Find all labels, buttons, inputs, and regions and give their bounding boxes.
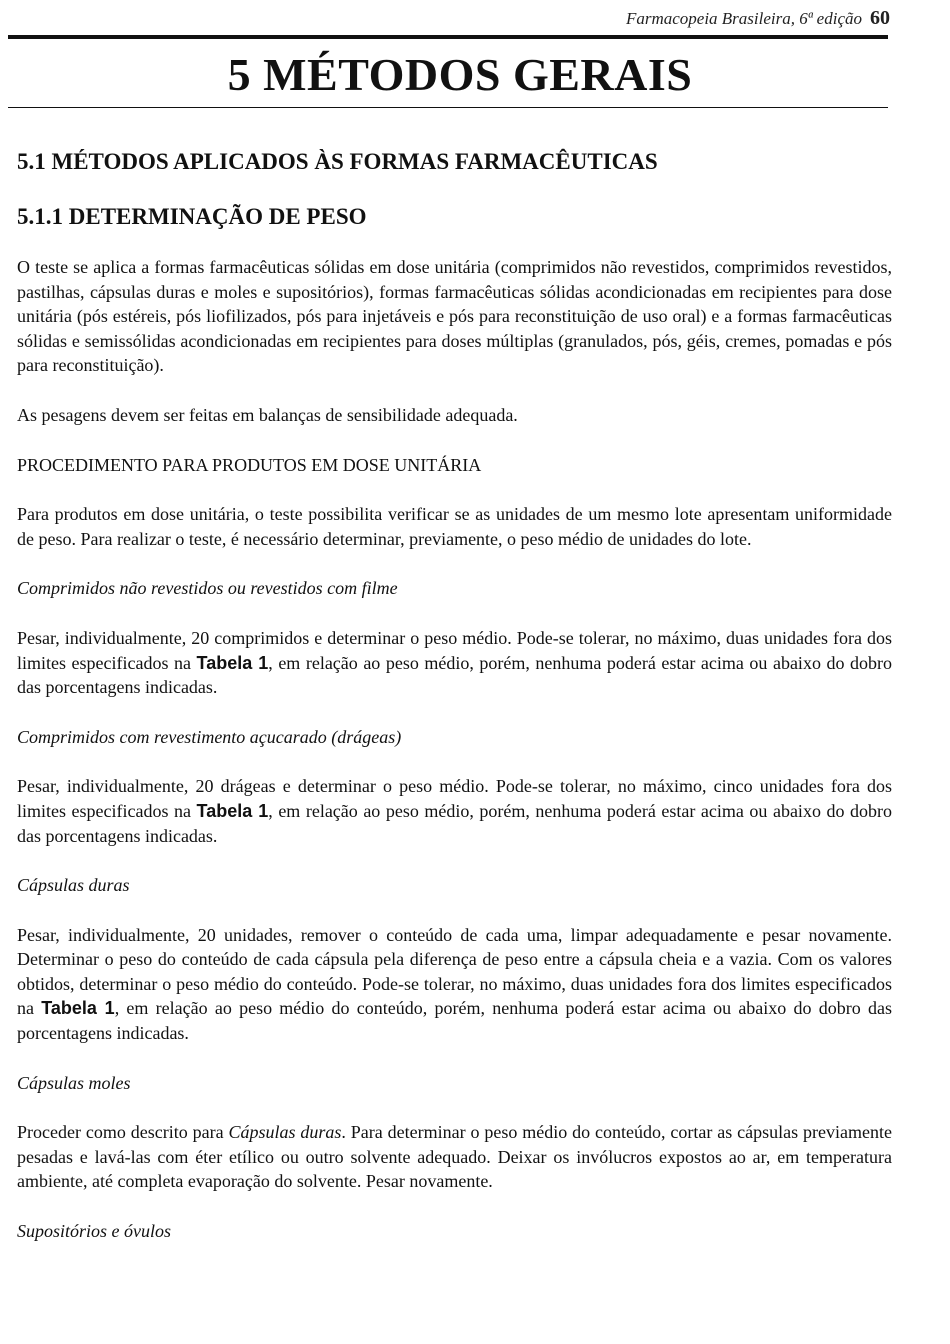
paragraph-text: , em relação ao peso médio, porém, nenhuma poderá estar acima ou abaixo do dobro das porcentagens indicadas. <box>17 652 892 698</box>
paragraph-text: , em relação ao peso médio, porém, nenhuma poderá estar acima ou abaixo do dobro das porcentagens indicadas. <box>17 800 892 846</box>
subsection-title: 5.1.1 DETERMINAÇÃO DE PESO <box>17 204 367 229</box>
sugar-coated-paragraph <box>17 774 892 848</box>
procedure-heading: PROCEDIMENTO PARA PRODUTOS EM DOSE UNITÁRIA <box>17 454 482 475</box>
hard-capsules-reference: Cápsulas duras <box>228 1122 342 1143</box>
paragraph-text: Pesar, individualmente, 20 unidades, remover o conteúdo de cada uma, limpar adequadamente e pesar novamente. Determinar o peso do conteúdo de cada cápsula pela diferença de peso entre a cápsula cheia e a vazia. Com os valores obtidos, determinar o peso médio do conteúdo. Pode-se tolerar, no máximo, duas unidades fora dos limites especificados na <box>17 924 892 1019</box>
page-number: 60 <box>870 7 890 29</box>
paragraph-text: Pesar, individualmente, 20 drágeas e determinar o peso médio. Pode-se tolerar, no máximo, cinco unidades fora dos limites especificados na <box>17 776 892 821</box>
header-rule-thin <box>8 107 888 108</box>
balance-paragraph: As pesagens devem ser feitas em balanças de sensibilidade adequada. <box>17 404 518 425</box>
section-title: 5.1 MÉTODOS APLICADOS ÀS FORMAS FARMACÊUTICAS <box>17 149 658 174</box>
table-reference: Tabela 1 <box>41 998 115 1019</box>
running-header <box>626 7 890 30</box>
uncoated-tablets-paragraph <box>17 626 892 700</box>
paragraph-text: Pesar, individualmente, 20 comprimidos e determinar o peso médio. Pode-se tolerar, no máximo, duas unidades fora dos limites especificados na <box>17 627 892 673</box>
publication-title: Farmacopeia Brasileira, 6ª edição <box>625 9 862 28</box>
sugar-coated-heading: Comprimidos com revestimento açucarado (drágeas) <box>17 726 402 747</box>
table-reference: Tabela 1 <box>196 652 269 673</box>
paragraph-text: Proceder como descrito para <box>17 1122 229 1143</box>
soft-capsules-paragraph <box>17 1120 892 1194</box>
paragraph-text: , em relação ao peso médio do conteúdo, porém, nenhuma poderá estar acima ou abaixo do dobro das porcentagens indicadas. <box>17 998 893 1044</box>
soft-capsules-heading: Cápsulas moles <box>17 1072 131 1093</box>
hard-capsules-paragraph <box>17 923 892 1046</box>
chapter-title: 5 MÉTODOS GERAIS <box>227 49 693 100</box>
suppositories-heading: Supositórios e óvulos <box>17 1221 172 1242</box>
header-rule-thick <box>8 35 888 39</box>
table-reference: Tabela 1 <box>196 800 269 821</box>
page-body <box>17 146 892 1269</box>
paragraph-text: . Para determinar o peso médio do conteúdo, cortar as cápsulas previamente pesadas e lavá-las com éter etílico ou outro solvente adequado. Deixar os invólucros expostos ao ar, em temperatura ambiente, até completa evaporação do solvente. Pesar novamente. <box>17 1122 892 1192</box>
intro-paragraph: O teste se aplica a formas farmacêuticas sólidas em dose unitária (comprimidos não revestidos, comprimidos revestidos, pastilhas, cápsulas duras e moles e supositórios), formas farmacêuticas sólidas acondicionadas em recipientes para dose unitária (pós estéreis, pós liofilizados, pós para injetáveis e pós para reconstituição de uso oral) e a formas farmacêuticas sólidas e semissólidas acondicionadas em recipientes para doses múltiplas (granulados, pós, géis, cremes, pomadas e pós para reconstituição). <box>17 257 892 376</box>
procedure-paragraph: Para produtos em dose unitária, o teste possibilita verificar se as unidades de um mesmo lote apresentam uniformidade de peso. Para realizar o teste, é necessário determinar, previamente, o peso médio de unidades do lote. <box>17 504 892 549</box>
uncoated-tablets-heading: Comprimidos não revestidos ou revestidos com filme <box>17 578 398 599</box>
hard-capsules-heading: Cápsulas duras <box>17 875 130 896</box>
